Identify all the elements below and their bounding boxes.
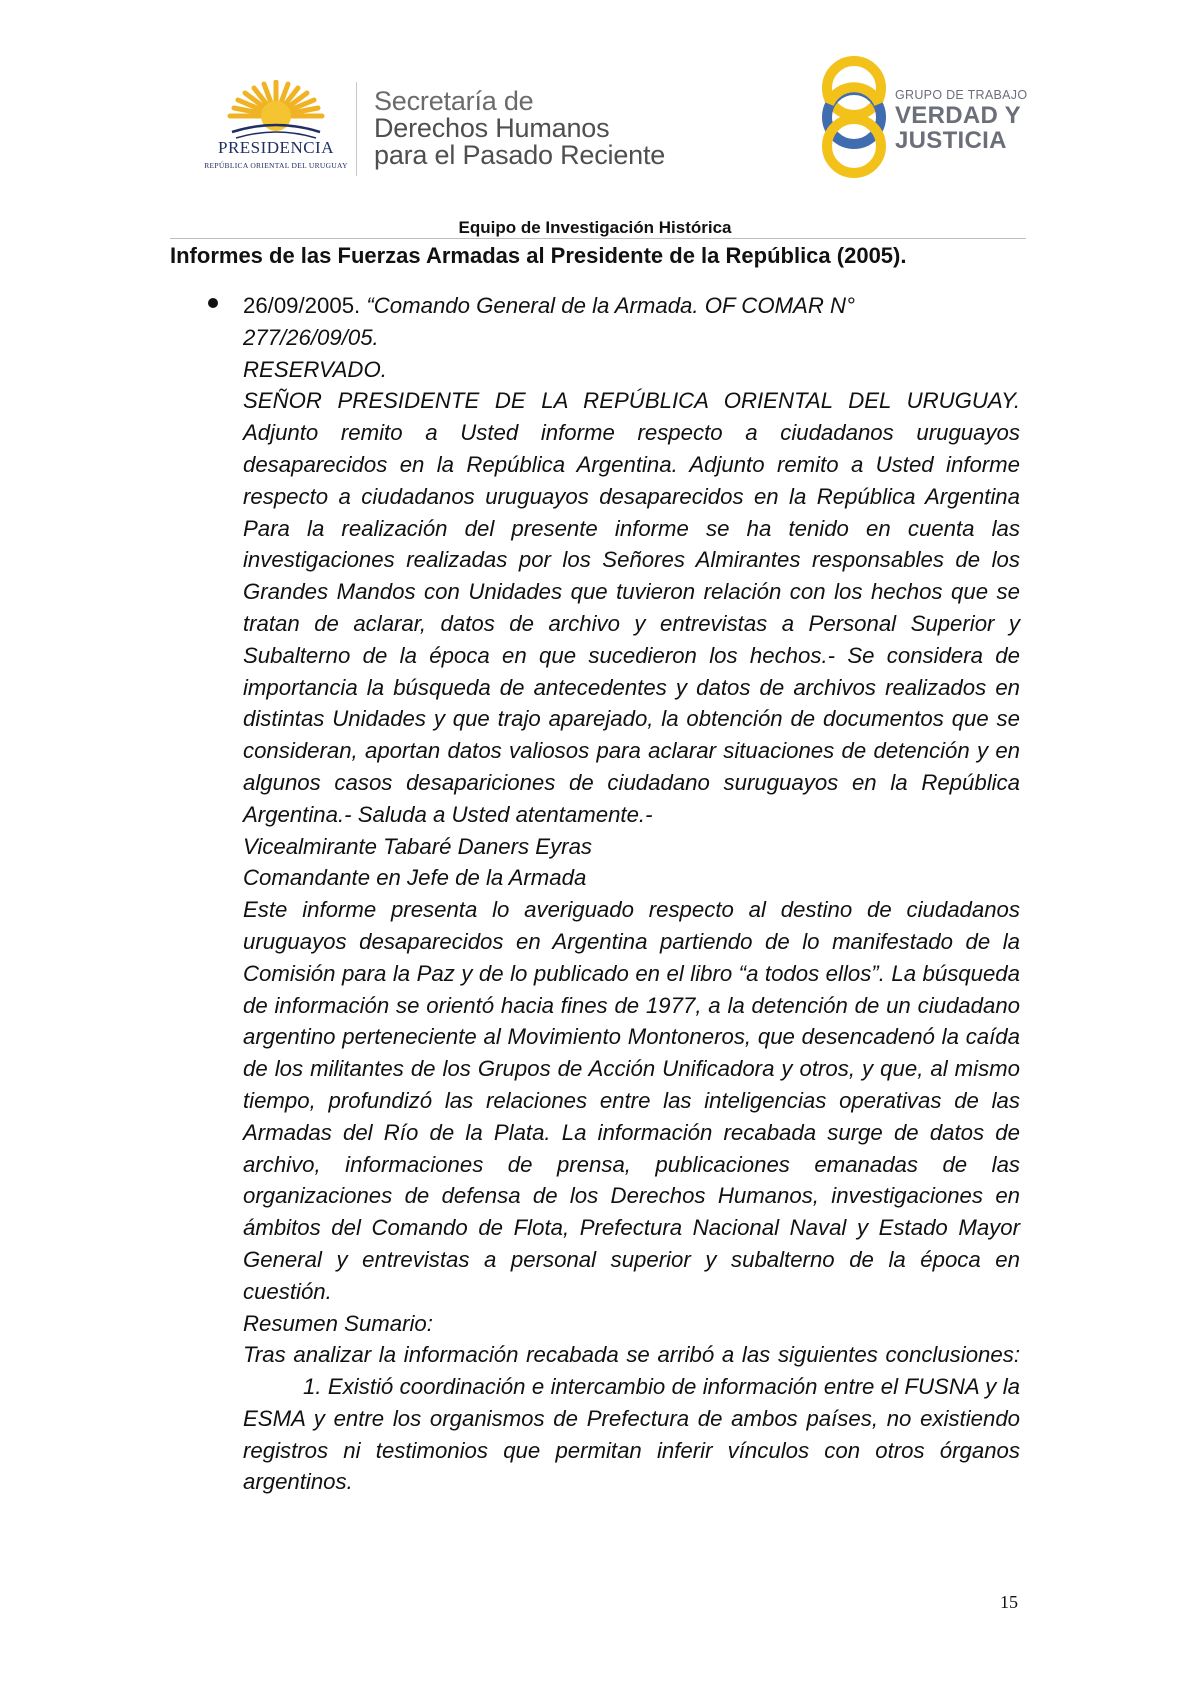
entry-conclusions xyxy=(243,1339,1020,1498)
sun-of-may-icon xyxy=(226,80,326,142)
grupo-line-1: GRUPO DE TRABAJO xyxy=(895,88,1028,102)
entry-paragraph: Este informe presenta lo averiguado respecto al destino de ciudadanos uruguayos desaparecidos en Argentina partiendo de lo manifestado de la Comisión para la Paz y de lo publicado en el libro “a todos ellos”. La búsqueda de información se orientó hacia fines de 1977, a la detención de un ciudadano argentino perteneciente al Movimiento Montoneros, que desencadenó la caída de los militantes de los Grupos de Acción Unificadora y otros, y que, al mismo tiempo, profundizó las relaciones entre las inteligencias operativas de las Armadas del Río de la Plata. La información recabada surge de datos de archivo, informaciones de prensa, publicaciones emanadas de las organizaciones de defensa de los Derechos Humanos, investigaciones en ámbitos del Comando de Flota, Prefectura Nacional Naval y Estado Mayor General y entrevistas a personal superior y subalterno de la época en cuestión. xyxy=(243,897,1020,1304)
entry-signature-title: Comandante en Jefe de la Armada xyxy=(243,865,587,891)
secretaria-logo-text xyxy=(374,88,665,169)
entry-first-line xyxy=(243,290,1020,322)
secretaria-line-3: para el Pasado Reciente xyxy=(374,140,666,170)
grupo-verdad-justicia-logo xyxy=(817,54,1039,180)
bullet-marker xyxy=(208,298,218,308)
entry-quote-start: “Comando General de la Armada. OF COMAR N° xyxy=(366,293,855,318)
document-title: Informes de las Fuerzas Armadas al Presidente de la República (2005). xyxy=(170,243,907,268)
grupo-line-2: VERDAD Y xyxy=(895,102,1021,129)
entry-paragraph: SEÑOR PRESIDENTE DE LA REPÚBLICA ORIENTAL DEL URUGUAY. Adjunto remito a Usted informe respecto a ciudadanos uruguayos desaparecidos en la República Argentina. Adjunto remito a Usted informe respecto a ciudadanos uruguayos desaparecidos en la República Argentina Para la realización del presente informe se ha tenido en cuenta las investigaciones realizadas por los Señores Almirantes responsables de los Grandes Mandos con Unidades que tuvieron relación con los hechos que se tratan de aclarar, datos de archivo y entrevistas a Personal Superior y Subalterno de la época en que sucedieron los hechos.- Se considera de importancia la búsqueda de antecedentes y datos de archivos realizados en distintas Unidades y que trajo aparejado, la obtención de documentos que se consideran, aportan datos valiosos para aclarar situaciones de detención y en algunos casos desapariciones de ciudadano suruguayos en la República Argentina.- Saluda a Usted atentamente.- xyxy=(243,388,1020,827)
entry-date: 26/09/2005. xyxy=(243,293,361,318)
entry-body xyxy=(243,290,1020,1498)
interlocking-rings-icon xyxy=(817,54,891,180)
entry-signature-name: Vicealmirante Tabaré Daners Eyras xyxy=(243,833,593,859)
conclusion-intro: Tras analizar la información recabada se arribó a las siguientes conclusiones: xyxy=(243,1342,1020,1368)
entry-line: RESERVADO. xyxy=(243,356,387,382)
secretaria-line-2: Derechos Humanos xyxy=(374,113,610,143)
conclusion-item-1: 1. Existió coordinación e intercambio de información entre el FUSNA y la ESMA y entre los organismos de Prefectura de ambos países, no existiendo registros ni testimonios que permitan inferir vínculos con otros órganos argentinos. xyxy=(243,1374,1020,1495)
presidencia-subtitle: REPÚBLICA ORIENTAL DEL URUGUAY xyxy=(204,161,348,170)
presidencia-name: PRESIDENCIA xyxy=(217,138,334,157)
presidencia-logo xyxy=(196,80,356,176)
logo-divider xyxy=(356,82,357,176)
entry-line: 277/26/09/05. xyxy=(243,324,379,350)
header-rule xyxy=(170,238,1026,239)
page-number: 15 xyxy=(1000,1592,1018,1612)
secretaria-line-1: Secretaría de xyxy=(374,86,534,116)
entry-summary-heading: Resumen Sumario: xyxy=(243,1310,433,1336)
grupo-line-3: JUSTICIA xyxy=(895,127,1007,154)
team-title: Equipo de Investigación Histórica xyxy=(458,218,732,237)
